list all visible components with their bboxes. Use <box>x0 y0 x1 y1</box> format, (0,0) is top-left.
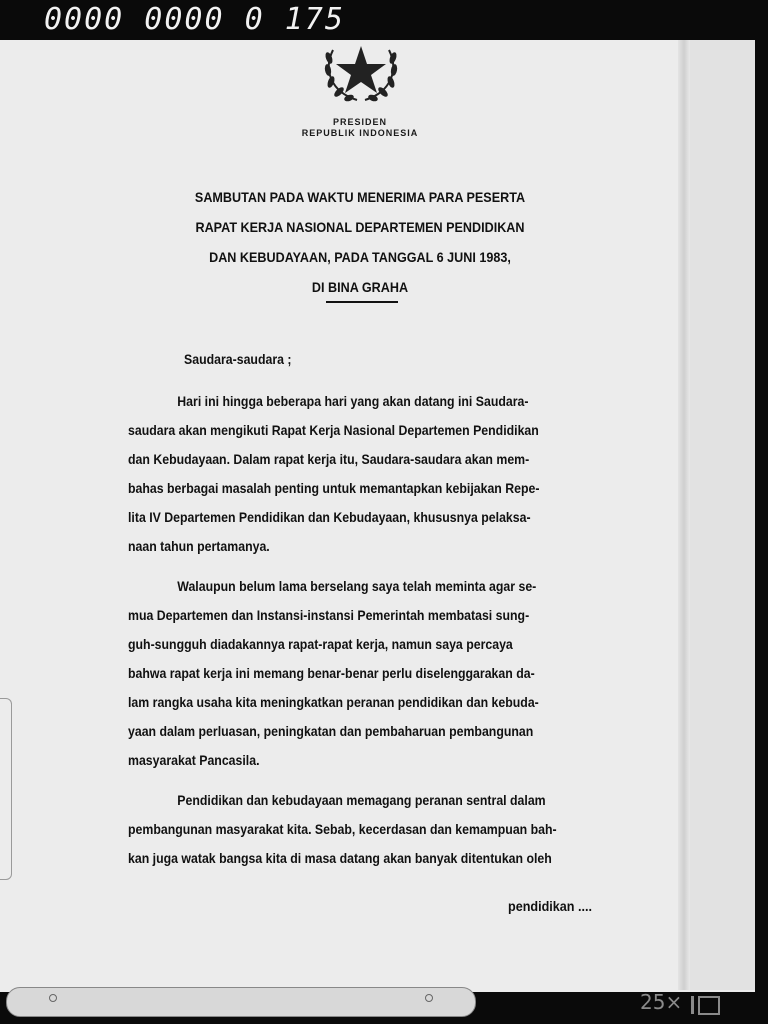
reduction-ratio <box>640 990 725 1016</box>
page-edge-shadow <box>678 40 690 990</box>
paragraph-1 <box>128 387 559 561</box>
title-line: DAN KEBUDAYAAN, PADA TANGGAL 6 JUNI 1983, <box>209 249 511 265</box>
title-line: SAMBUTAN PADA WAKTU MENERIMA PARA PESERTA <box>194 189 526 205</box>
text-line: Hari ini hingga beberapa hari yang akan datang ini Saudara- <box>177 393 529 409</box>
text-line: lam rangka usaha kita meningkatkan peranan pendidikan dan kebuda- <box>128 694 539 710</box>
frame-marker-icon <box>689 992 725 1016</box>
text-line: yaan dalam perluasan, peningkatan dan pembaharuan pembangunan <box>128 723 534 739</box>
title-line: DI BINA GRAHA <box>311 279 409 295</box>
slider-dot-icon <box>425 994 433 1002</box>
slider-dot-icon <box>49 994 57 1002</box>
reader-slider-bar[interactable] <box>6 987 476 1017</box>
letterhead <box>230 117 490 139</box>
left-binding-tab <box>0 698 12 880</box>
letterhead-line-1: PRESIDEN <box>332 117 387 127</box>
text-line: kan juga watak bangsa kita di masa datang akan banyak ditentukan oleh <box>128 850 552 866</box>
text-line: dan Kebudayaan. Dalam rapat kerja itu, Saudara-saudara akan mem- <box>128 451 530 467</box>
text-line: bahas berbagai masalah penting untuk memantapkan kebijakan Repe- <box>128 480 540 496</box>
title-line: RAPAT KERJA NASIONAL DEPARTEMEN PENDIDIKAN <box>195 219 525 235</box>
text-line: Walaupun belum lama berselang saya telah meminta agar se- <box>177 578 537 594</box>
text-line: mua Departemen dan Instansi-instansi Pemerintah membatasi sung- <box>128 607 530 623</box>
text-line: saudara akan mengikuti Rapat Kerja Nasional Departemen Pendidikan <box>128 422 539 438</box>
microfilm-frame-number: 0000 0000 0 175 <box>44 2 345 37</box>
title-underline <box>326 301 398 303</box>
star-wreath-emblem-icon <box>317 40 405 106</box>
text-line: pembangunan masyarakat kita. Sebab, kecerdasan dan kemampuan bah- <box>128 821 557 837</box>
paragraph-2 <box>128 572 559 775</box>
text-line: Pendidikan dan kebudayaan memagang peranan sentral dalam <box>177 792 546 808</box>
salutation: Saudara-saudara ; <box>184 351 292 367</box>
catchword: pendidikan .... <box>508 898 593 914</box>
text-line: lita IV Departemen Pendidikan dan Kebudayaan, khususnya pelaksa- <box>128 509 531 525</box>
text-line: masyarakat Pancasila. <box>128 752 260 768</box>
letterhead-line-2: REPUBLIK INDONESIA <box>301 128 419 138</box>
text-line: naan tahun pertamanya. <box>128 538 270 554</box>
text-line: bahwa rapat kerja ini memang benar-benar perlu diselenggarakan da- <box>128 665 535 681</box>
document-title <box>162 182 558 302</box>
text-line: guh-sungguh diadakannya rapat-rapat kerja, namun saya percaya <box>128 636 513 652</box>
reduction-ratio-text: 25× <box>640 990 683 1014</box>
paragraph-3 <box>128 786 559 873</box>
backing-sheet <box>690 40 755 990</box>
